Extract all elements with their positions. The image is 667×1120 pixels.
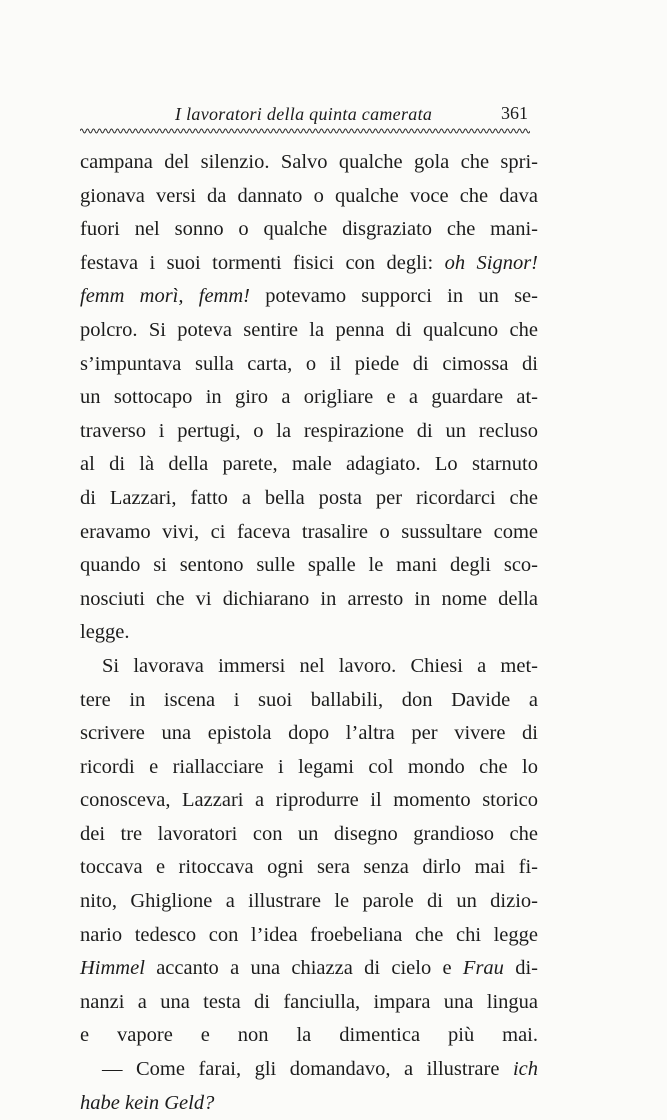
text-line: dei tre lavoratori con un disegno grandioso che [80,822,538,845]
text-line: legge. [80,621,130,644]
text-line: nito, Ghiglione a illustrare le parole di un dizio- [80,890,538,913]
text-line: gionava versi da dannato o qualche voce che dava [80,184,538,207]
text-line: quando si sentono sulle spalle le mani degli sco- [80,554,538,577]
text-line: fuori nel sonno o qualche disgraziato che mani- [80,218,538,241]
text-line: festava i suoi tormenti fisici con degli: oh Signor! [80,251,538,274]
text-line: nosciuti che vi dichiarano in arresto in nome della [80,587,538,610]
text-line: toccava e ritoccava ogni sera senza dirlo mai fi- [80,856,538,879]
page-number: 361 [501,103,528,123]
text-line: campana del silenzio. Salvo qualche gola che spri- [80,151,538,173]
text-line: habe kein Geld? [80,1091,215,1114]
running-title: I lavoratori della quinta camerata [175,104,433,124]
text-line: eravamo vivi, ci faceva trasalire o sussultare come [80,520,538,543]
text-line: un sottocapo in giro a origliare e a guardare at- [80,386,538,409]
text-line: ricordi e riallacciare i legami col mondo che lo [80,755,538,778]
text-line: s’impuntava sulla carta, o il piede di cimossa di [80,352,538,375]
text-line: di Lazzari, fatto a bella posta per ricordarci che [80,486,538,509]
running-head [80,100,530,130]
text-line: Himmel accanto a una chiazza di cielo e Frau di- [80,957,538,980]
text-line: polcro. Si poteva sentire la penna di qualcuno che [80,318,538,341]
text-line: Si lavorava immersi nel lavoro. Chiesi a met- [102,654,538,677]
text-line: al di là della parete, male adagiato. Lo starnuto [80,453,538,476]
text-line: traverso i pertugi, o la respirazione di un recluso [80,419,538,442]
text-line: conosceva, Lazzari a riprodurre il momento storico [80,789,538,812]
body-text [80,146,538,1120]
text-line: femm morì, femm! potevamo supporci in un se- [80,285,538,308]
wavy-rule-ornament [80,127,530,135]
text-line: tere in iscena i suoi ballabili, don Davide a [80,688,538,711]
text-line: scrivere una epistola dopo l’altra per vivere di [80,722,538,745]
text-line: nanzi a una testa di fanciulla, impara una lingua [80,990,538,1013]
text-line: e vapore e non la dimentica più mai. [80,1024,538,1047]
text-line: — Come farai, gli domandavo, a illustrare ich [102,1058,538,1081]
text-line: nario tedesco con l’idea froebeliana che chi legge [80,923,538,946]
